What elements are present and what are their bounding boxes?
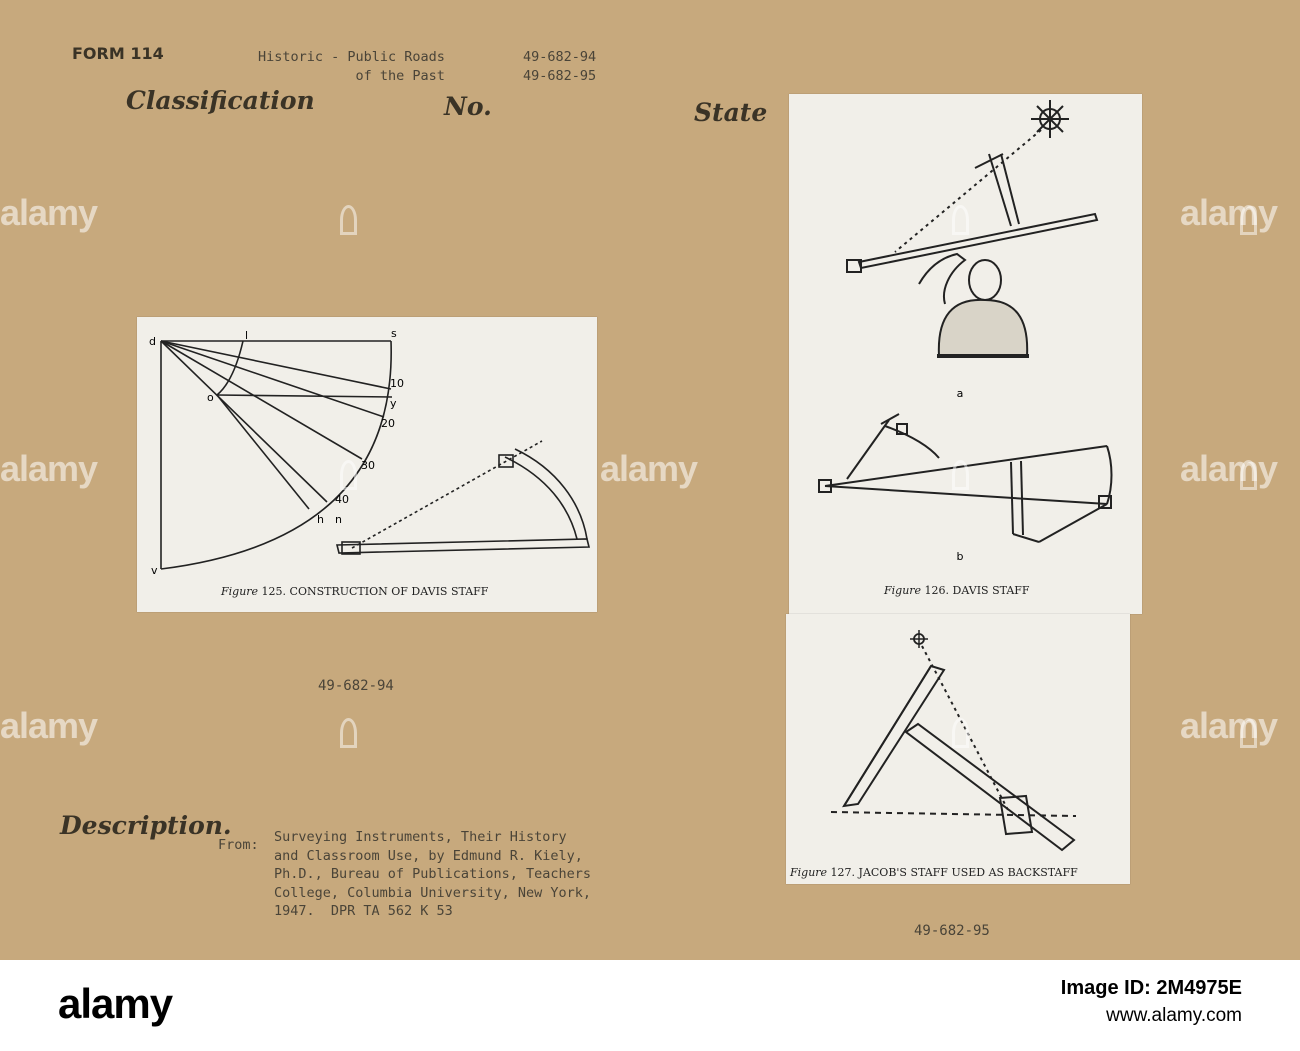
right-figure-number: 49-682-95 <box>914 923 990 939</box>
watermark: alamy <box>0 705 98 746</box>
label-h: h <box>317 513 324 526</box>
watermark: alamy <box>1180 192 1278 233</box>
watermark-icon <box>1240 460 1257 490</box>
watermark: alamy <box>600 448 698 489</box>
figure-127-caption: Figure 127. JACOB'S STAFF USED AS BACKSTAFF <box>790 866 1078 879</box>
form-label: FORM 114 <box>72 44 164 63</box>
label-l: l <box>245 329 249 342</box>
typed-numbers: 49-682-94 49-682-95 <box>523 49 597 84</box>
description-text: Surveying Instruments, Their History and Classroom Use, by Edmund R. Kiely, Ph.D., Bureau of Publications, Teachers College, Columbia University, New York, 1947. DPR TA 562 K 53 <box>274 829 591 919</box>
figure-126-sub-a: a <box>956 387 964 400</box>
figure-126-print <box>789 94 1142 614</box>
watermark-icon <box>952 460 969 490</box>
figure-125-caption: Figure 125. CONSTRUCTION OF DAVIS STAFF <box>221 585 489 598</box>
label-10: 10 <box>390 377 404 390</box>
typed-classification: Historic - Public Roads of the Past <box>258 49 445 84</box>
label-o: o <box>207 391 214 404</box>
jacobs-staff-backstaff-diagram <box>786 614 1130 884</box>
label-20: 20 <box>381 417 395 430</box>
watermark-icon <box>340 205 357 235</box>
watermark-icon <box>1240 205 1257 235</box>
state-label: State <box>694 98 768 127</box>
sun-icon <box>910 630 928 648</box>
watermark: alamy <box>0 448 98 489</box>
watermark: alamy <box>1180 705 1278 746</box>
figure-126-sub-b: b <box>956 550 964 563</box>
label-d: d <box>149 335 156 348</box>
stock-footer <box>0 960 1300 1051</box>
label-30: 30 <box>361 459 375 472</box>
image-info <box>1061 974 1242 1030</box>
watermark: alamy <box>0 192 98 233</box>
description-from: From: <box>218 837 259 853</box>
person-figure <box>919 254 1029 356</box>
label-s: s <box>391 327 397 340</box>
image-id: Image ID: 2M4975E <box>1060 977 1242 999</box>
watermark-icon <box>340 460 357 490</box>
no-label: No. <box>444 92 492 121</box>
watermark-icon <box>340 718 357 748</box>
label-v: v <box>151 564 158 577</box>
label-y: y <box>390 397 397 410</box>
label-n: n <box>335 513 342 526</box>
watermark: alamy <box>1180 448 1278 489</box>
figure-126-caption: Figure 126. DAVIS STAFF <box>884 584 1030 597</box>
watermark-icon <box>952 718 969 748</box>
classification-label: Classification <box>126 86 315 115</box>
description-label: Description. <box>60 811 232 840</box>
davis-staff-illustrations <box>789 94 1142 614</box>
davis-staff-drawing <box>337 441 589 554</box>
alamy-logo: alamy <box>58 980 173 1027</box>
watermark-icon <box>952 205 969 235</box>
sun-icon <box>1031 100 1069 138</box>
watermark-icon <box>1240 718 1257 748</box>
figure-125-print <box>137 317 597 612</box>
left-figure-number: 49-682-94 <box>318 678 394 694</box>
davis-staff-construction-diagram <box>137 317 597 612</box>
figure-127-print <box>786 614 1130 884</box>
label-40: 40 <box>335 493 349 506</box>
site-url: www.alamy.com <box>1106 1005 1242 1026</box>
